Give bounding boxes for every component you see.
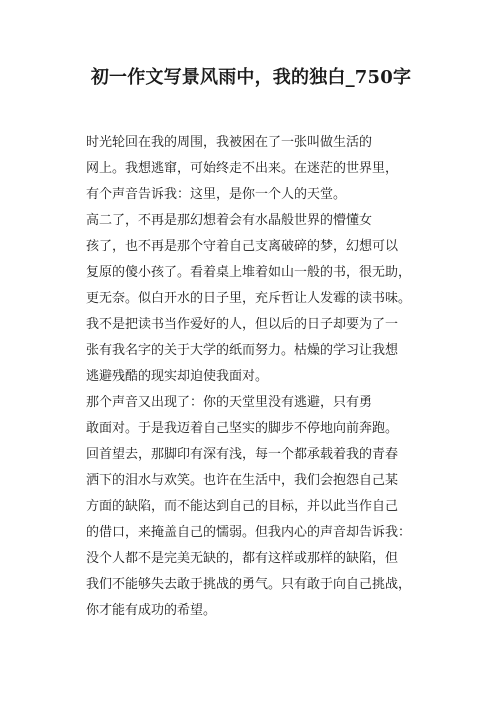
paragraph-3 [60,390,442,624]
paragraph-line: 我不是把读书当作爱好的人，但以后的日子却要为了一 [86,317,399,332]
paragraph-line: 方面的缺陷，而不能达到自己的目标，并以此当作自己 [86,499,399,514]
paragraph-2 [60,208,442,390]
paragraph-line: 时光轮回在我的周围，我被困在了一张叫做生活的 [86,135,373,150]
paragraph-line: 敢面对。于是我迈着自己坚实的脚步不停地向前奔跑。 [86,421,399,436]
paragraph-line: 洒下的泪水与欢笑。也许在生活中，我们会抱怨自己某 [86,473,399,488]
document-title: 初一作文写景风雨中，我的独白_750字 [90,67,412,88]
paragraph-line: 回首望去，那脚印有深有浅，每一个都承载着我的青春 [86,447,399,462]
paragraph-line: 有个声音告诉我：这里，是你一个人的天堂。 [86,187,347,202]
paragraph-line: 的借口，来掩盖自己的懦弱。但我内心的声音却告诉我： [86,525,412,540]
paragraph-line: 张有我名字的关于大学的纸而努力。枯燥的学习让我想 [86,343,399,358]
paragraph-line: 那个声音又出现了：你的天堂里没有逃避，只有勇 [86,395,373,410]
paragraph-line: 高二了，不再是那幻想着会有水晶般世界的懵懂女 [86,213,373,228]
paragraph-line: 网上。我想逃窜，可始终走不出来。在迷茫的世界里， [86,161,399,176]
paragraph-line: 更无奈。似白开水的日子里，充斥哲让人发霉的读书味。 [86,291,412,306]
paragraph-line: 逃避残酷的现实却迫使我面对。 [86,369,269,384]
paragraph-line: 复原的傻小孩了。看着桌上堆着如山一般的书，很无助， [86,265,412,280]
paragraph-line: 没个人都不是完美无缺的，都有这样或那样的缺陷，但 [86,551,399,566]
paragraph-line: 孩了，也不再是那个守着自己支离破碎的梦，幻想可以 [86,239,399,254]
paragraph-line: 我们不能够失去敢于挑战的勇气。只有敢于向自己挑战， [86,577,412,592]
paragraph-1 [60,130,442,208]
document-body [60,130,442,624]
paragraph-line: 你才能有成功的希望。 [86,603,217,618]
